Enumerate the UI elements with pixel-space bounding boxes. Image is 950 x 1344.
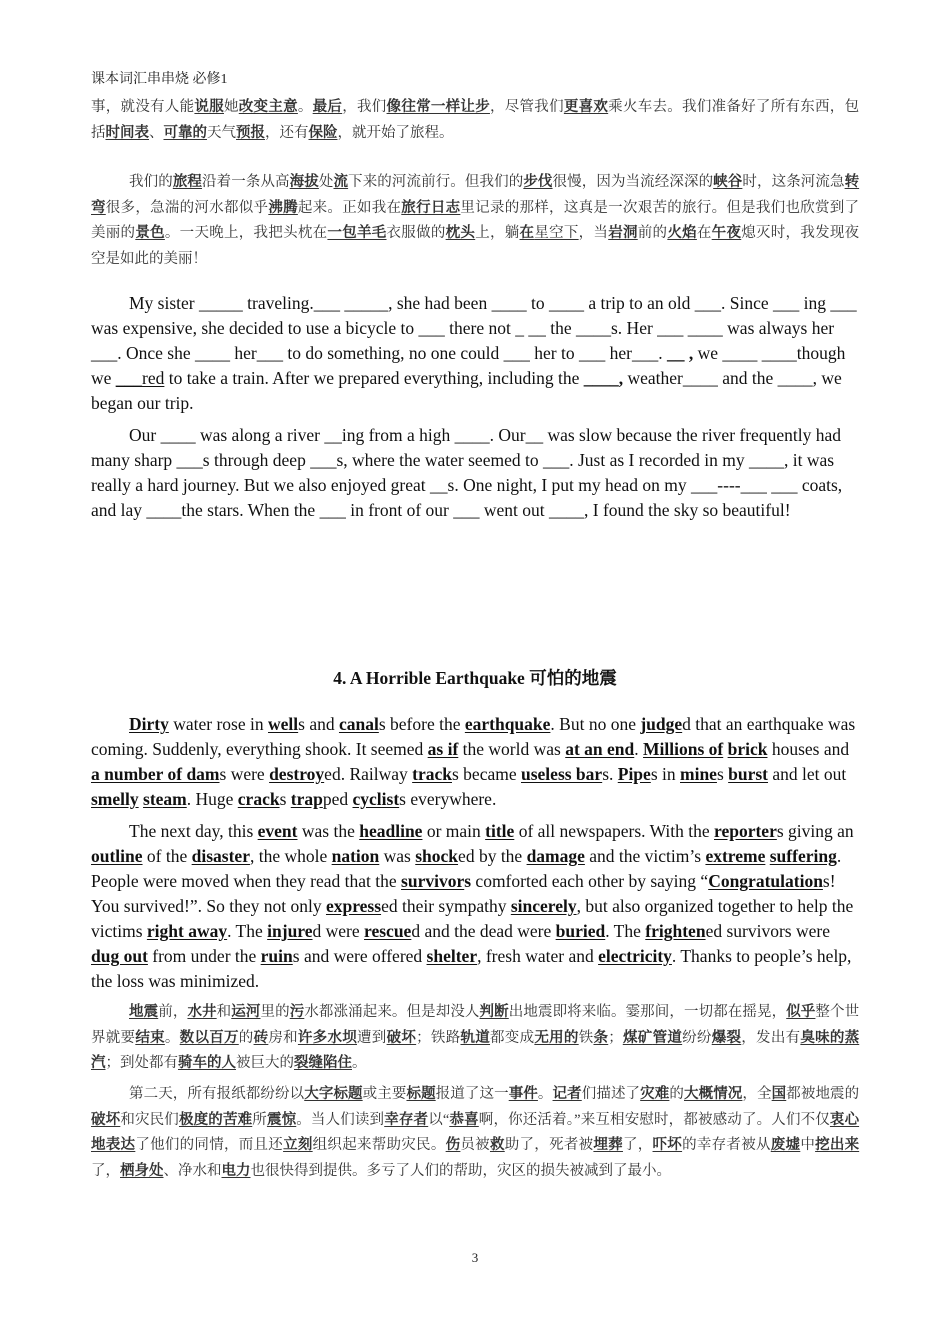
vocab-term: 海拔 — [289, 174, 319, 190]
text-run: s giving an — [776, 821, 854, 841]
vocab-term: extreme — [705, 846, 766, 866]
text-run: 处 — [318, 174, 334, 190]
text-run: , the whole — [249, 846, 332, 866]
text-run: 前， — [158, 1004, 188, 1020]
text-run: ed. Railway — [324, 764, 413, 784]
vocab-term: 像往常一样让步 — [386, 99, 490, 115]
text-run: 出地震即将来临。霎那间，一切都在摇晃， — [508, 1004, 787, 1020]
text-run: we ____ ____though we — [91, 343, 846, 388]
page-number: 3 — [471, 1250, 479, 1265]
vocab-term: mine — [680, 764, 717, 784]
vocab-term: shock — [415, 846, 459, 866]
vocab-term: __ , — [666, 343, 694, 363]
vocab-term: 骑车的人 — [178, 1055, 236, 1071]
vocab-term: useless bar — [521, 764, 603, 784]
text-run: 都变成 — [490, 1029, 535, 1046]
vocab-term: 轨道 — [460, 1029, 491, 1046]
text-run: 起来。正如我在 — [297, 199, 402, 216]
vocab-term: 破坏 — [386, 1029, 417, 1046]
text-run: , but also organized together to help the victims — [91, 896, 854, 941]
text-run: 第二天，所有报纸都纷纷以 — [129, 1086, 305, 1102]
text-run: 上，躺 — [475, 225, 520, 241]
vocab-term: brick — [727, 739, 768, 759]
vocab-term: Congratulation — [708, 871, 823, 891]
vocab-term: 电力 — [221, 1162, 251, 1179]
text-run: . The — [227, 921, 268, 941]
section3-cn-paragraph-1 — [91, 95, 859, 146]
vocab-term: disaster — [191, 846, 250, 866]
vocab-term: 管道 — [652, 1029, 683, 1046]
vocab-term: nation — [331, 846, 380, 866]
vocab-term: 旅行日志 — [401, 199, 461, 216]
text-run: s were — [219, 764, 270, 784]
text-run: houses and — [767, 739, 850, 759]
text-run: ，发出有 — [741, 1029, 801, 1046]
text-run: 衣服做的 — [386, 225, 446, 241]
text-run: 遭到 — [357, 1029, 387, 1046]
vocab-term: 事件 — [508, 1086, 538, 1102]
section4-en-paragraph-2 — [91, 819, 859, 994]
text-run: 熄灭时，我发现夜空是如此的美丽！ — [91, 225, 860, 267]
vocab-term: shelter — [426, 946, 478, 966]
vocab-term: 废墟 — [770, 1137, 801, 1153]
text-run: 。 — [164, 1029, 180, 1046]
text-run: water rose in — [168, 714, 268, 734]
text-run: s — [279, 789, 291, 809]
text-run: 很多，急湍的河水都似乎 — [105, 199, 269, 216]
vocab-term: 步伐 — [523, 174, 553, 190]
text-run: 在 — [696, 225, 712, 241]
text-run: 组织起来帮助灾民。 — [312, 1137, 446, 1153]
text-run: . The — [605, 921, 646, 941]
vocab-term: 运河 — [231, 1004, 261, 1020]
vocab-term: 转弯 — [91, 174, 860, 216]
text-run: 也很快得到提供。多亏了人们的帮助，灾区的损失被减到了最小。 — [250, 1162, 671, 1179]
vocab-term: 灾难 — [640, 1086, 670, 1102]
vocab-term: 埋葬 — [593, 1137, 623, 1153]
vocab-term: 判断 — [479, 1004, 509, 1020]
vocab-term: 最后 — [312, 99, 343, 115]
text-run: , fresh water and — [477, 946, 599, 966]
text-run: 中 — [800, 1137, 816, 1153]
vocab-term: 无用的 — [534, 1029, 579, 1046]
vocab-term: rescue — [364, 921, 412, 941]
vocab-term: 立刻 — [283, 1137, 313, 1153]
text-run: and the victim’s — [584, 846, 706, 866]
text-run: s became — [452, 764, 521, 784]
text-run: 纷纷 — [682, 1029, 712, 1046]
vocab-term: reporter — [714, 821, 777, 841]
text-run: 们描述了 — [581, 1086, 641, 1102]
vocab-term: ruin — [260, 946, 293, 966]
text-run: or main — [422, 821, 486, 841]
text-run: of the — [142, 846, 192, 866]
text-run: 的 — [238, 1029, 254, 1046]
text-run: ed survivors were — [705, 921, 830, 941]
text-run: 里记录的那样，这真是一次艰苦的旅行。但是我们也欣赏到了美丽的 — [91, 199, 860, 241]
vocab-term: outline — [91, 846, 143, 866]
vocab-term: 臭味的蒸汽 — [91, 1029, 860, 1071]
vocab-term: 伤 — [445, 1137, 461, 1153]
text-run: 水都涨涌起来。但是却没人 — [304, 1004, 480, 1020]
text-run: ，当 — [578, 225, 609, 241]
text-run: 都被地震的 — [786, 1086, 860, 1102]
vocab-term: 记者 — [552, 1086, 582, 1102]
text-run: s everywhere. — [399, 789, 497, 809]
text-run: 、 — [149, 124, 164, 141]
vocab-term: 在 — [519, 225, 535, 241]
vocab-term: smelly — [91, 789, 139, 809]
text-run: and let out — [768, 764, 847, 784]
vocab-term: 保险 — [308, 124, 338, 141]
vocab-term: judge — [640, 714, 683, 734]
text-run: ；铁路 — [416, 1029, 461, 1046]
vocab-term: ____, — [583, 368, 624, 388]
text-run: weather____ and the ____, we began our trip. — [91, 368, 842, 413]
section4-cn-paragraph-1 — [91, 1000, 859, 1077]
section4-title: 4. A Horrible Earthquake 可怕的地震 — [333, 668, 617, 688]
vocab-term: 砖 — [253, 1029, 269, 1046]
text-run: 房和 — [268, 1029, 298, 1046]
vocab-term: Millions of — [643, 739, 724, 759]
text-run: ；到处都有 — [105, 1055, 178, 1071]
vocab-term: 许多水坝 — [297, 1029, 358, 1046]
text-run: 里的 — [260, 1004, 290, 1020]
vocab-term: 景色 — [135, 225, 165, 241]
vocab-term: 流 — [333, 174, 349, 190]
text-run: 乘火车去。我们准备好了所有东西，包括 — [91, 99, 860, 141]
section3-en-paragraph-1 — [91, 291, 859, 416]
text-run: d and the dead were — [411, 921, 556, 941]
text-run: 时，这条河流急 — [742, 174, 845, 190]
text-run: 。 — [537, 1086, 553, 1102]
vocab-term: 栖身处 — [120, 1162, 164, 1179]
vocab-term: dug out — [91, 946, 148, 966]
vocab-term: 更喜欢 — [563, 99, 609, 115]
text-run: was the — [297, 821, 360, 841]
vocab-term: event — [257, 821, 298, 841]
vocab-term: 可靠的 — [163, 124, 207, 141]
text-run: 、净水和 — [163, 1162, 222, 1179]
text-run: 。 — [297, 99, 313, 115]
text-run: 事，就没有人能 — [91, 99, 195, 115]
text-run: 助了，死者被 — [504, 1137, 594, 1153]
vocab-term: 大字标题 — [304, 1086, 363, 1102]
text-run: 或主要 — [362, 1086, 407, 1102]
text-run: 铁 — [578, 1029, 594, 1046]
text-run: . Thanks to people’s help, the loss was minimized. — [91, 946, 852, 991]
text-run: ，我们 — [342, 99, 387, 115]
vocab-term: 改变主意 — [238, 99, 298, 115]
text-run: 很慢，因为当流经深深的 — [552, 174, 714, 190]
section3-cn-paragraph-2 — [91, 170, 859, 272]
text-run: Our ____ was along a river __ing from a high ____. Our__ was slow because the river frequently had many sharp ___s through deep ___s, where the water seemed to ___. Just as I recorded in my ____, it was really a hard journey. But we also enjoyed great __s. One night, I put my head on my ___----___ ___ coats, and lay ____the stars. When the ___ in front of our ___ went out ____, I found the sky so beautiful! — [91, 425, 843, 520]
text-run: 了， — [91, 1162, 120, 1179]
text-run: s and — [298, 714, 339, 734]
vocab-term: a number of dam — [91, 764, 220, 784]
text-run: d were — [312, 921, 365, 941]
text-run: 前的 — [637, 225, 668, 241]
text-run: s! You survived!”. So they not only — [91, 871, 836, 916]
text-run: 她 — [223, 99, 239, 115]
text-run: comforted each other by saying “ — [471, 871, 709, 891]
vocab-term: sincerely — [510, 896, 577, 916]
vocab-term: 污 — [289, 1004, 305, 1020]
vocab-term: 恭喜 — [449, 1111, 479, 1128]
vocab-term: 岩洞 — [608, 225, 638, 241]
text-run: 被巨大的 — [236, 1055, 294, 1071]
vocab-term: title — [485, 821, 515, 841]
text-run: 天气 — [207, 124, 236, 141]
page-header: 课本词汇串串烧 必修1 — [91, 72, 228, 87]
text-run: 的幸存者被从 — [682, 1137, 771, 1153]
text-run: ，还有 — [265, 124, 309, 141]
text-run: 所 — [252, 1111, 267, 1128]
text-run: ，全 — [742, 1086, 772, 1102]
vocab-term: 地震 — [129, 1004, 159, 1020]
text-run: to take a train. After we prepared everything, including the — [164, 368, 584, 388]
vocab-term: 峡谷 — [713, 174, 743, 190]
text-run: 。当人们读到 — [296, 1111, 385, 1128]
vocab-term: headline — [359, 821, 423, 841]
text-run: 沿着一条从高 — [202, 174, 290, 190]
vocab-term: 条 — [593, 1029, 609, 1046]
vocab-term: injure — [267, 921, 313, 941]
vocab-term: 救 — [489, 1137, 505, 1153]
vocab-term: 一包羊毛 — [327, 225, 387, 241]
section3-en-paragraph-2 — [91, 423, 859, 523]
vocab-term: 挖出来 — [815, 1137, 860, 1153]
vocab-term: 说服 — [194, 99, 224, 115]
vocab-term: earthquake — [464, 714, 551, 734]
vocab-term: crack — [237, 789, 280, 809]
text-run: 整个世界就要 — [91, 1004, 860, 1046]
text-run: ； — [608, 1029, 623, 1046]
vocab-term: survivor — [401, 871, 465, 891]
vocab-term: damage — [526, 846, 585, 866]
text-run: s and were offered — [292, 946, 427, 966]
vocab-term: buried — [555, 921, 606, 941]
section4-en-paragraph-1 — [91, 712, 859, 812]
vocab-term: 煤矿 — [622, 1029, 653, 1046]
vocab-term: express — [325, 896, 382, 916]
vocab-term: 数以百万 — [179, 1029, 239, 1046]
vocab-term: 爆裂 — [711, 1029, 742, 1046]
vocab-term: 震惊 — [266, 1111, 297, 1128]
text-run: s. — [602, 764, 618, 784]
vocab-term: 衷心地表达 — [91, 1111, 860, 1153]
vocab-term: 似乎 — [786, 1004, 816, 1020]
text-run: . People were moved when they read that the — [91, 846, 842, 891]
vocab-term: electricity — [598, 946, 672, 966]
vocab-term: at an end — [565, 739, 635, 759]
vocab-term: 大概情况 — [684, 1086, 743, 1102]
vocab-term: 极度的苦难 — [178, 1111, 253, 1128]
vocab-term: well — [268, 714, 299, 734]
text-run: 员被 — [460, 1137, 490, 1153]
text-run: 和 — [216, 1004, 232, 1020]
text-run: 的 — [669, 1086, 684, 1102]
text-run: 以“ — [428, 1111, 450, 1128]
vocab-term: 裂缝陷住 — [294, 1055, 352, 1071]
text-run: . Huge — [186, 789, 238, 809]
text-run: ，尽管我们 — [489, 99, 564, 115]
text-run: was — [379, 846, 416, 866]
vocab-term: 国 — [771, 1086, 787, 1102]
text-run: 啊，你还活着。”来互相安慰时，都被感动了。人们不仅 — [478, 1111, 830, 1128]
vocab-term: Dirty — [129, 714, 169, 734]
text-run: s in — [650, 764, 680, 784]
vocab-term: 星空下 — [534, 225, 579, 241]
text-run: s — [716, 764, 729, 784]
vocab-term: trap — [290, 789, 323, 809]
text-run: ed by the — [458, 846, 527, 866]
text-run: 我们的 — [129, 174, 173, 190]
vocab-term: 吓坏 — [652, 1137, 683, 1153]
vocab-term: 幸存者 — [384, 1111, 429, 1128]
vocab-term: cyclist — [352, 789, 400, 809]
text-run: ped — [322, 789, 353, 809]
vocab-term: burst — [728, 764, 769, 784]
text-run: ed their sympathy — [381, 896, 511, 916]
text-run: . — [634, 739, 644, 759]
vocab-term: 结束 — [135, 1029, 165, 1046]
text-run: ，就开始了旅程。 — [337, 124, 454, 141]
vocab-term: destroy — [269, 764, 325, 784]
text-run: My sister _____ traveling.___ _____, she had been ____ to ____ a trip to an old ___. Since ___ ing ___ was expensive, she decided to use a bicycle to ___ there not _ __ the ____s. Her ___ ____ was always her ___. Once she ____ her___ to do something, no one could ___ her to ___ her___. — [91, 293, 857, 363]
text-run: 下来的河流前行。但我们的 — [348, 174, 524, 190]
text-run: . But no one — [550, 714, 641, 734]
vocab-term: 旅程 — [172, 174, 203, 190]
section4-cn-paragraph-2 — [91, 1082, 859, 1184]
vocab-term: steam — [143, 789, 187, 809]
vocab-term: ___red — [115, 368, 165, 388]
vocab-term: Pipe — [617, 764, 651, 784]
vocab-term: canal — [338, 714, 379, 734]
vocab-term: 标题 — [406, 1086, 436, 1102]
vocab-term: 破坏 — [91, 1111, 121, 1128]
vocab-term: as if — [427, 739, 459, 759]
vocab-term: 水井 — [187, 1004, 217, 1020]
text-run: the world was — [458, 739, 566, 759]
text-run: 和灾民们 — [120, 1111, 179, 1128]
vocab-term: 时间表 — [105, 124, 149, 141]
text-run: 。一天晚上，我把头枕在 — [164, 225, 328, 241]
vocab-term: 预报 — [236, 124, 265, 141]
text-run: of all newspapers. With the — [514, 821, 714, 841]
vocab-term: right away — [146, 921, 228, 941]
vocab-term: 火焰 — [667, 225, 697, 241]
vocab-term: 枕头 — [445, 225, 476, 241]
text-run: 。 — [352, 1055, 367, 1071]
text-run: d that an earthquake was coming. Suddenly, everything shook. It seemed — [91, 714, 856, 759]
text-run: 报道了这一 — [435, 1086, 509, 1102]
vocab-term: suffering — [769, 846, 837, 866]
text-run: 了， — [622, 1137, 653, 1153]
vocab-term: track — [412, 764, 452, 784]
text-run: The next day, this — [129, 821, 258, 841]
vocab-term: 午夜 — [711, 225, 742, 241]
text-run: from under the — [147, 946, 261, 966]
text-run: 了他们的同情，而且还 — [135, 1137, 284, 1153]
vocab-term: frighten — [645, 921, 706, 941]
vocab-term: 沸腾 — [268, 199, 298, 216]
vocab-term: s — [464, 871, 472, 891]
text-run: s before the — [378, 714, 465, 734]
